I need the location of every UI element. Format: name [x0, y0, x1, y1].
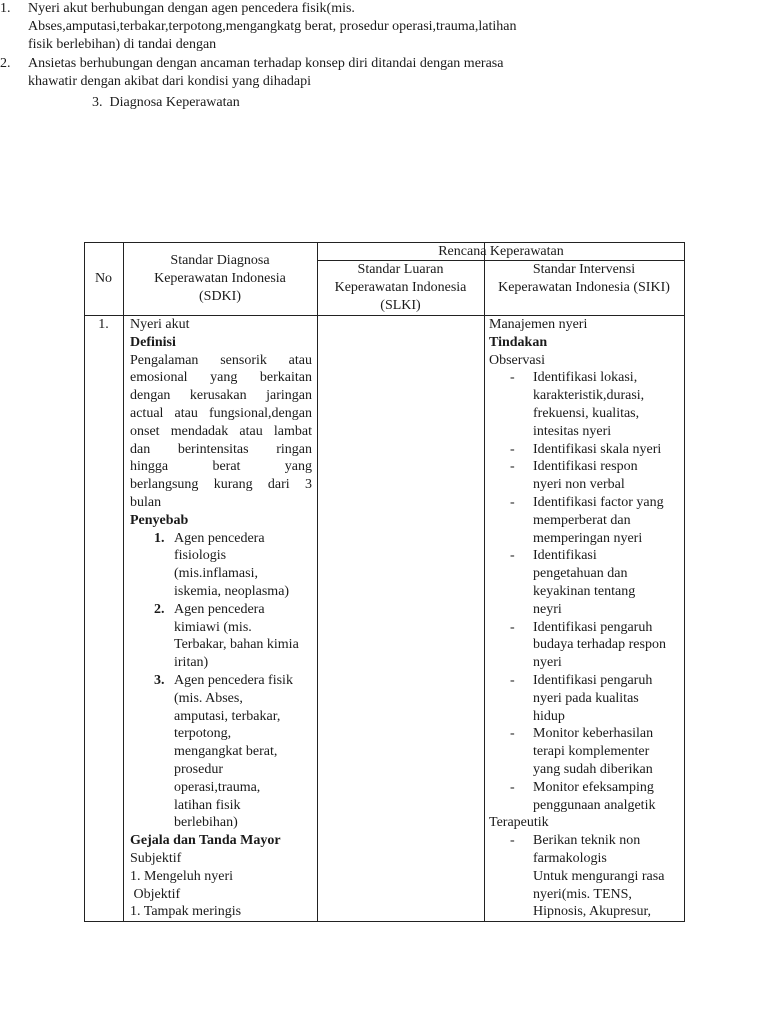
- sdki-cell: [130, 316, 312, 921]
- table-border: [84, 921, 685, 922]
- terapeutik-label: Terapeutik: [489, 815, 549, 831]
- diagnosis-item: [0, 0, 580, 54]
- gejala-label: Gejala dan Tanda Mayor: [130, 833, 281, 849]
- observasi-item: - Identifikasi factor yang memperberat dan memperingan nyeri: [510, 494, 664, 546]
- observasi-item: - Identifikasi pengetahuan dan keyakinan tentang neyri: [510, 548, 636, 617]
- header-slki: Standar Luaran Keperawatan Indonesia (SLKI): [334, 262, 467, 313]
- diagnosis-title: Nyeri akut: [130, 317, 190, 332]
- penyebab-item: 3. Agen pencedera fisik (mis. Abses, amputasi, terbakar, terpotong, mengangkat berat, prosedur operasi,trauma, latihan fisik berlebihan): [154, 672, 293, 831]
- penyebab-item: 2. Agen pencedera kimiawi (mis. Terbakar, bahan kimia iritan): [154, 601, 299, 671]
- diagnosis-line: fisik berlebihan) di tandai dengan: [28, 37, 217, 52]
- diagnosis-line: Nyeri akut berhubungan dengan agen pencedera fisik(mis.: [28, 1, 355, 16]
- objektif-item: 1. Tampak meringis: [130, 904, 242, 920]
- diagnosis-line: Abses,amputasi,terbakar,terpotong,mengangkatg berat, prosedur operasi,trauma,latihan: [28, 19, 517, 34]
- definisi-line: actual atau fungsional,dengan: [130, 405, 312, 421]
- section-heading: [92, 94, 240, 112]
- observasi-item: - Identifikasi pengaruh budaya terhadap respon nyeri: [510, 619, 666, 671]
- observasi-label: Observasi: [489, 352, 545, 368]
- penyebab-label: Penyebab: [130, 512, 189, 528]
- definisi-line: emosional yang berkaitan: [130, 370, 312, 386]
- header-rencana: Rencana Keperawatan: [438, 244, 564, 259]
- definisi-line: bulan: [130, 494, 162, 510]
- section-number: 3.: [92, 95, 103, 110]
- header-no: No: [94, 271, 113, 286]
- definisi-line: berlangsung kurang dari 3: [130, 477, 312, 493]
- diagnosis-number: 2.: [0, 56, 11, 71]
- observasi-item: - Identifikasi respon nyeri non verbal: [510, 459, 638, 493]
- observasi-item: - Monitor efeksamping penggunaan analgetik: [510, 779, 656, 813]
- header-sdki: Standar Diagnosa Keperawatan Indonesia (SDKI): [154, 253, 286, 304]
- intervention-title: Manajemen nyeri: [489, 317, 588, 332]
- definisi-line: onset mendadak atau lambat: [130, 423, 312, 439]
- observasi-item: - Monitor keberhasilan terapi komplementer yang sudah diberikan: [510, 726, 654, 777]
- diagnosis-line: Ansietas berhubungan dengan ancaman terhadap konsep diri ditandai dengan merasa: [28, 56, 504, 71]
- diagnosis-item: [0, 55, 580, 91]
- table-border: [484, 242, 485, 922]
- diagnosis-line: khawatir dengan akibat dari kondisi yang dihadapi: [28, 74, 312, 89]
- observasi-item: - Identifikasi skala nyeri: [510, 441, 662, 457]
- definisi-line: Pengalaman sensorik atau: [130, 352, 312, 368]
- siki-cell: [489, 316, 681, 921]
- terapeutik-item: - Berikan teknik non farmakologis Untuk mengurangi rasa nyeri(mis. TENS, Hipnosis, Akupresur,: [510, 833, 665, 920]
- objektif-label: Objektif: [130, 886, 181, 902]
- table-border: [84, 242, 85, 922]
- section-title: Diagnosa Keperawatan: [109, 95, 240, 110]
- header-siki: Standar Intervensi Keperawatan Indonesia (SIKI): [498, 262, 670, 295]
- definisi-label: Definisi: [130, 334, 176, 350]
- observasi-item: - Identifikasi lokasi, karakteristik,durasi, frekuensi, kualitas, intesitas nyeri: [510, 370, 645, 439]
- subjektif-item: 1. Mengeluh nyeri: [130, 868, 234, 884]
- definisi-line: dan berintensitas ringan: [130, 441, 312, 457]
- diagnosis-number: 1.: [0, 1, 11, 16]
- diagnosis-list: [0, 0, 580, 91]
- definisi-line: hingga berat yang: [130, 459, 312, 475]
- penyebab-item: 1. Agen pencedera fisiologis (mis.inflamasi, iskemia, neoplasma): [154, 530, 290, 599]
- tindakan-label: Tindakan: [489, 334, 548, 350]
- table-border: [123, 242, 124, 922]
- observasi-item: - Identifikasi pengaruh nyeri pada kualitas hidup: [510, 672, 653, 724]
- table-border: [317, 242, 318, 922]
- subjektif-label: Subjektif: [130, 850, 182, 866]
- table-border: [684, 242, 685, 922]
- row-number: 1.: [98, 317, 109, 332]
- definisi-line: dengan kerusakan jaringan: [130, 388, 312, 404]
